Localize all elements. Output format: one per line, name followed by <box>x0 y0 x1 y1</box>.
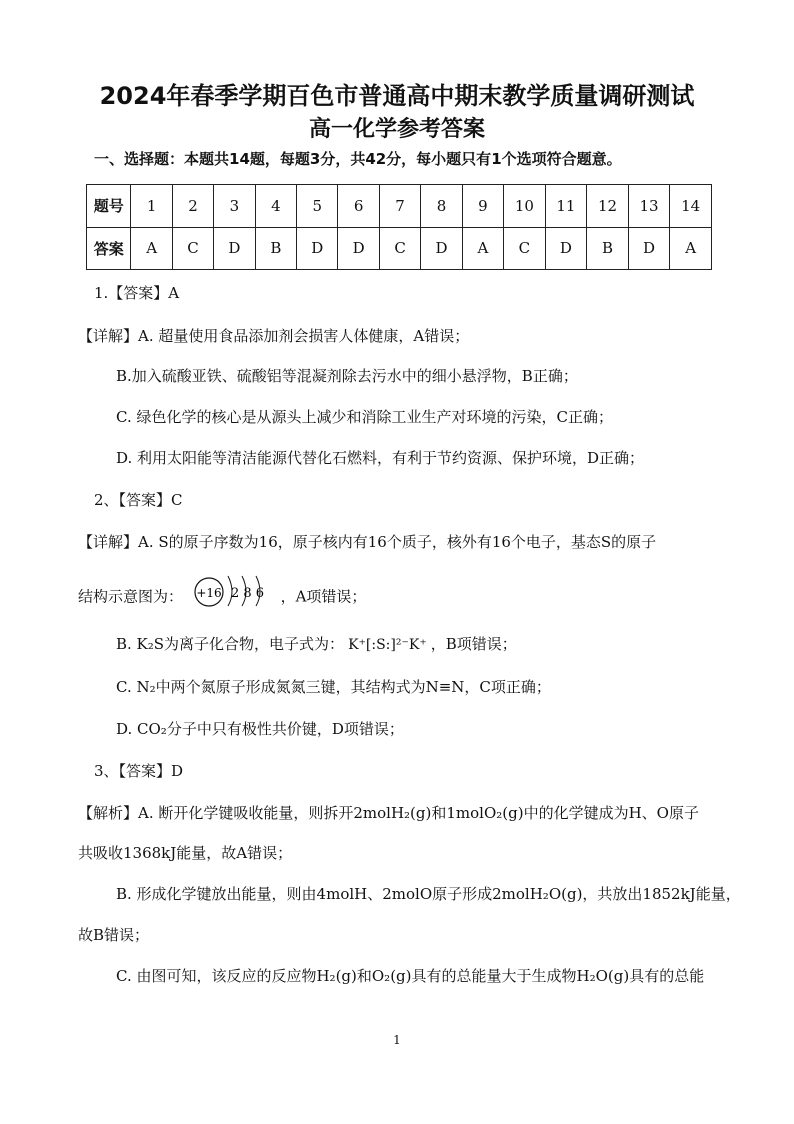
q2-a-suffix: ，A项错误； <box>280 587 367 606</box>
q2-a-prefix: 结构示意图为： <box>78 587 184 606</box>
answer-cell: C <box>379 227 420 270</box>
q1-option-c: C. 绿色化学的核心是从源头上减少和消除工业生产对环境的污染，C正确； <box>116 408 613 426</box>
table-row-answers <box>87 227 712 270</box>
question-number-cell: 5 <box>297 185 338 228</box>
q3-option-a-line2: 共吸收1368kJ能量，故A错误； <box>78 844 293 862</box>
question-number-cell: 6 <box>338 185 379 228</box>
q1-option-b: B.加入硫酸亚铁、硫酸铝等混凝剂除去污水中的细小悬浮物，B正确； <box>116 367 578 385</box>
q3-option-a-line1: 【解析】A. 断开化学键吸收能量，则拆开2molH₂(g)和1molO₂(g)中的化学键成为H、O原子 <box>78 804 699 822</box>
q2-b-suffix: ，B项错误； <box>430 635 517 653</box>
section-heading: 一、选择题：本题共14题，每题3分，共42分，每小题只有1个选项符合题意。 <box>94 150 622 168</box>
table-header-cell: 答案 <box>87 227 131 270</box>
q2-answer: 2、【答案】C <box>94 491 183 509</box>
answer-cell: D <box>628 227 670 270</box>
shell-electrons-label: 2 8 6 <box>230 586 264 601</box>
answer-cell: A <box>462 227 503 270</box>
answer-cell: D <box>545 227 587 270</box>
question-number-cell: 11 <box>545 185 587 228</box>
question-number-cell: 3 <box>214 185 255 228</box>
q2-option-b <box>116 634 517 655</box>
answer-cell: D <box>338 227 379 270</box>
answer-cell: B <box>255 227 296 270</box>
answer-cell: D <box>297 227 338 270</box>
q2-option-a-line2 <box>78 572 366 612</box>
answer-table <box>86 184 712 270</box>
question-number-cell: 12 <box>587 185 629 228</box>
q2-option-d: D. CO₂分子中只有极性共价键，D项错误； <box>116 720 404 738</box>
question-number-cell: 8 <box>421 185 462 228</box>
question-number-cell: 10 <box>504 185 546 228</box>
q3-option-b-line1: B. 形成化学键放出能量，则由4molH、2molO原子形成2molH₂O(g)，共放出1852kJ能量， <box>116 885 741 903</box>
question-number-cell: 1 <box>131 185 172 228</box>
question-number-cell: 9 <box>462 185 503 228</box>
q1-option-a: 【详解】A. 超量使用食品添加剂会损害人体健康，A错误； <box>78 327 470 345</box>
question-number-cell: 14 <box>670 185 712 228</box>
answer-cell: A <box>131 227 172 270</box>
page-number: 1 <box>393 1033 401 1047</box>
nucleus-label: +16 <box>196 586 222 600</box>
q1-option-d: D. 利用太阳能等清洁能源代替化石燃料，有利于节约资源、保护环境，D正确； <box>116 449 645 467</box>
electron-formula: K⁺[:S:]²⁻K⁺ <box>348 637 427 653</box>
q1-answer: 1.【答案】A <box>94 284 180 302</box>
q2-option-a-line1: 【详解】A. S的原子序数为16，原子核内有16个质子，核外有16个电子，基态S的原子 <box>78 533 657 551</box>
answer-cell: D <box>214 227 255 270</box>
table-header-cell: 题号 <box>87 185 131 228</box>
question-number-cell: 13 <box>628 185 670 228</box>
answer-cell: B <box>587 227 629 270</box>
page-title: 2024年春季学期百色市普通高中期末教学质量调研测试 <box>99 82 695 110</box>
atom-structure-diagram <box>192 572 272 623</box>
page-subtitle: 高一化学参考答案 <box>308 117 485 142</box>
question-number-cell: 2 <box>172 185 213 228</box>
question-number-cell: 4 <box>255 185 296 228</box>
q2-option-c: C. N₂中两个氮原子形成氮氮三键，其结构式为N≡N，C项正确； <box>116 678 551 696</box>
q3-option-b-line2: 故B错误； <box>78 926 150 944</box>
q2-b-prefix: B. K₂S为离子化合物，电子式为： <box>116 635 345 653</box>
answer-cell: C <box>504 227 546 270</box>
q3-option-c-line1: C. 由图可知，该反应的反应物H₂(g)和O₂(g)具有的总能量大于生成物H₂O(g)具有的总能 <box>116 967 705 985</box>
q3-answer: 3、【答案】D <box>94 762 184 780</box>
answer-cell: D <box>421 227 462 270</box>
answer-cell: A <box>670 227 712 270</box>
answer-cell: C <box>172 227 213 270</box>
question-number-cell: 7 <box>379 185 420 228</box>
table-row-numbers <box>87 185 712 228</box>
